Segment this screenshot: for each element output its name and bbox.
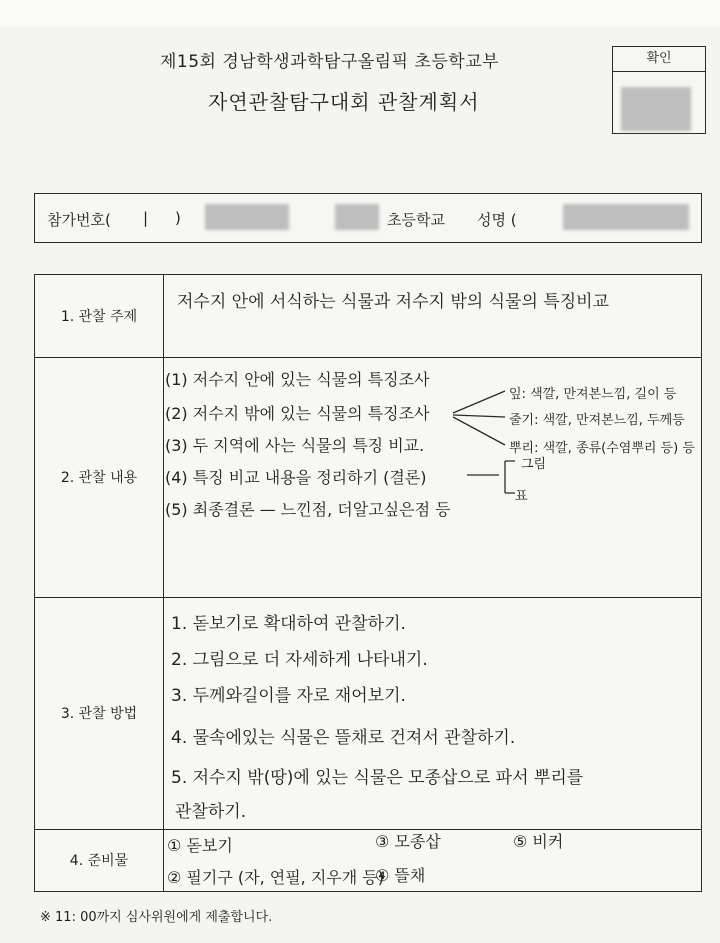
title-line-2: 자연관찰탐구대회 관찰계획서 [208,90,480,114]
section-method [35,597,701,830]
method-label: 3. 관찰 방법 [35,597,164,829]
method-item-5-cont: 관찰하기. [175,802,247,822]
bracket-lines-icon [35,357,701,597]
entry-number-value: | [143,209,149,227]
content-item-2: (2) 저수지 밖에 있는 식물의 특징조사 [165,404,430,423]
topic-label: 1. 관찰 주제 [35,275,164,357]
method-item-4: 4. 물속에있는 식물은 뜰채로 건져서 관찰하기. [171,728,516,748]
redacted-stamp [621,87,691,131]
name-label: 성명 ( [477,211,517,229]
material-3: ③ 모종삽 [375,832,441,851]
material-4: ④ 뜰채 [375,866,426,885]
content-item-3: (3) 두 지역에 사는 식물의 특징 비교. [165,436,425,455]
section-materials [35,829,701,891]
content-item-5: (5) 최종결론 — 느낀점, 더알고싶은점 등 [165,500,451,519]
detail-stem: 줄기: 색깔, 만져본느낌, 두께등 [509,413,685,428]
method-item-3: 3. 두께와길이를 자로 재어보기. [171,686,406,706]
scan-top-margin [0,0,720,26]
redacted-school [335,204,379,230]
topic-text: 저수지 안에 서식하는 식물과 저수지 밖의 식물의 특징비교 [177,292,609,312]
format-drawing: 그림 [521,457,547,472]
content-item-1: (1) 저수지 안에 있는 식물의 특징조사 [165,370,430,389]
confirm-box [612,46,706,134]
entry-number-label: 참가번호( [47,211,111,229]
plan-table [34,274,702,892]
confirm-label: 확인 [613,47,705,72]
materials-label: 4. 준비물 [35,829,164,891]
detail-root: 뿌리: 색깔, 종류(수염뿌리 등) 등 [509,441,695,456]
content-item-4: (4) 특징 비교 내용을 정리하기 (결론) [165,468,427,487]
material-2: ② 필기구 (자, 연필, 지우개 등) [167,868,384,887]
material-5: ⑤ 비커 [513,832,564,851]
material-1: ① 돋보기 [167,836,233,855]
footer-note: ※ 11: 00까지 심사위원에게 제출합니다. [40,910,273,925]
redacted-entry [205,204,289,230]
method-item-2: 2. 그림으로 더 자세하게 나타내기. [171,650,428,670]
format-table: 표 [515,489,528,504]
redacted-name [563,204,689,230]
school-suffix: 초등학교 [387,211,445,229]
method-item-5: 5. 저수지 밖(땅)에 있는 식물은 모종삽으로 파서 뿌리를 [171,768,584,788]
detail-leaf: 잎: 색깔, 만져본느낌, 길이 등 [509,387,677,402]
entry-number-close: ) [175,209,181,227]
section-topic [35,275,701,358]
section-content [35,357,701,598]
content-label: 2. 관찰 내용 [35,357,164,597]
title-line-1: 제15회 경남학생과학탐구올림픽 초등학교부 [160,52,500,72]
participant-info-box [34,193,702,243]
method-item-1: 1. 돋보기로 확대하여 관찰하기. [171,614,406,634]
